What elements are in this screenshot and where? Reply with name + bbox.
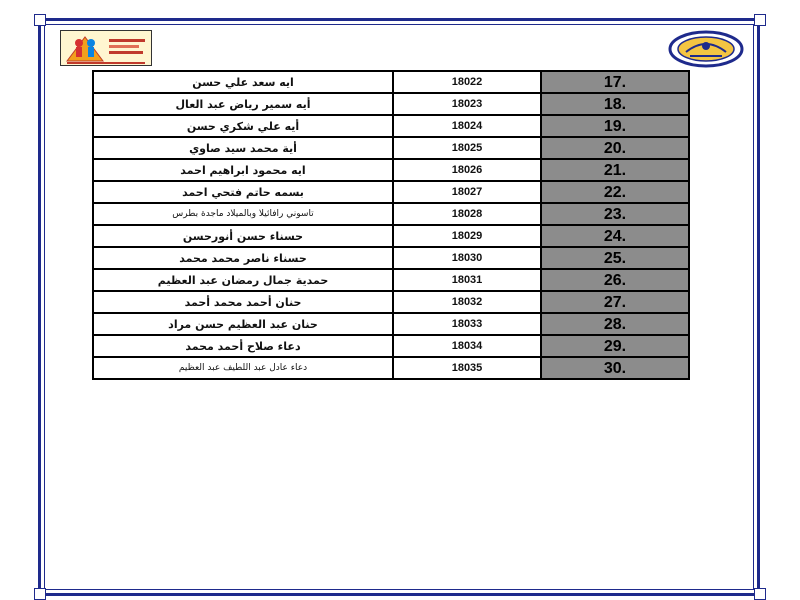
table-row <box>93 93 689 115</box>
student-name-cell: ايه محمود ابراهيم احمد <box>93 159 393 181</box>
frame-corner-ornament <box>754 14 766 26</box>
student-name-cell: حنان أحمد محمد أحمد <box>93 291 393 313</box>
student-code-cell: 18024 <box>393 115 541 137</box>
student-name-cell: دعاء صلاح أحمد محمد <box>93 335 393 357</box>
table-row <box>93 291 689 313</box>
student-code-cell: 18025 <box>393 137 541 159</box>
student-name-cell: ايه سعد علي حسن <box>93 71 393 93</box>
row-number-cell: 23. <box>541 203 689 225</box>
row-number-cell: 19. <box>541 115 689 137</box>
student-name-cell: حسناء حسن أنورحسن <box>93 225 393 247</box>
table-row <box>93 115 689 137</box>
table-row <box>93 225 689 247</box>
student-code-cell: 18022 <box>393 71 541 93</box>
row-number-cell: 26. <box>541 269 689 291</box>
student-name-cell: بسمه حاتم فتحي احمد <box>93 181 393 203</box>
student-name-cell: حمدية جمال رمضان عبد العظيم <box>93 269 393 291</box>
university-seal <box>668 30 744 68</box>
table-row <box>93 269 689 291</box>
student-name-cell: تاسوني رافائيلا وبالميلاد ماجدة بطرس <box>93 203 393 225</box>
student-code-cell: 18027 <box>393 181 541 203</box>
row-number-cell: 30. <box>541 357 689 379</box>
row-number-cell: 17. <box>541 71 689 93</box>
row-number-cell: 20. <box>541 137 689 159</box>
student-name-cell: أيه سمير رياض عبد العال <box>93 93 393 115</box>
frame-corner-ornament <box>754 588 766 600</box>
table-row <box>93 357 689 379</box>
row-number-cell: 22. <box>541 181 689 203</box>
table-row <box>93 181 689 203</box>
table-row <box>93 137 689 159</box>
row-number-cell: 18. <box>541 93 689 115</box>
student-code-cell: 18029 <box>393 225 541 247</box>
student-name-cell: دعاء عادل عبد اللطيف عبد العظيم <box>93 357 393 379</box>
faculty-logo <box>60 30 152 66</box>
student-code-cell: 18031 <box>393 269 541 291</box>
row-number-cell: 21. <box>541 159 689 181</box>
student-code-cell: 18028 <box>393 203 541 225</box>
student-name-cell: حسناء ناصر محمد محمد <box>93 247 393 269</box>
table-row <box>93 71 689 93</box>
student-code-cell: 18032 <box>393 291 541 313</box>
student-code-cell: 18034 <box>393 335 541 357</box>
row-number-cell: 28. <box>541 313 689 335</box>
row-number-cell: 24. <box>541 225 689 247</box>
row-number-cell: 27. <box>541 291 689 313</box>
table-row <box>93 159 689 181</box>
student-code-cell: 18035 <box>393 357 541 379</box>
students-roster-table <box>92 70 690 380</box>
table-row <box>93 335 689 357</box>
student-name-cell: أيه علي شكري حسن <box>93 115 393 137</box>
student-code-cell: 18030 <box>393 247 541 269</box>
table-row <box>93 313 689 335</box>
row-number-cell: 25. <box>541 247 689 269</box>
student-name-cell: أية محمد سيد صاوي <box>93 137 393 159</box>
student-code-cell: 18033 <box>393 313 541 335</box>
student-code-cell: 18023 <box>393 93 541 115</box>
table-row <box>93 203 689 225</box>
row-number-cell: 29. <box>541 335 689 357</box>
student-name-cell: حنان عبد العظيم حسن مراد <box>93 313 393 335</box>
student-code-cell: 18026 <box>393 159 541 181</box>
table-row <box>93 247 689 269</box>
frame-corner-ornament <box>34 14 46 26</box>
frame-corner-ornament <box>34 588 46 600</box>
